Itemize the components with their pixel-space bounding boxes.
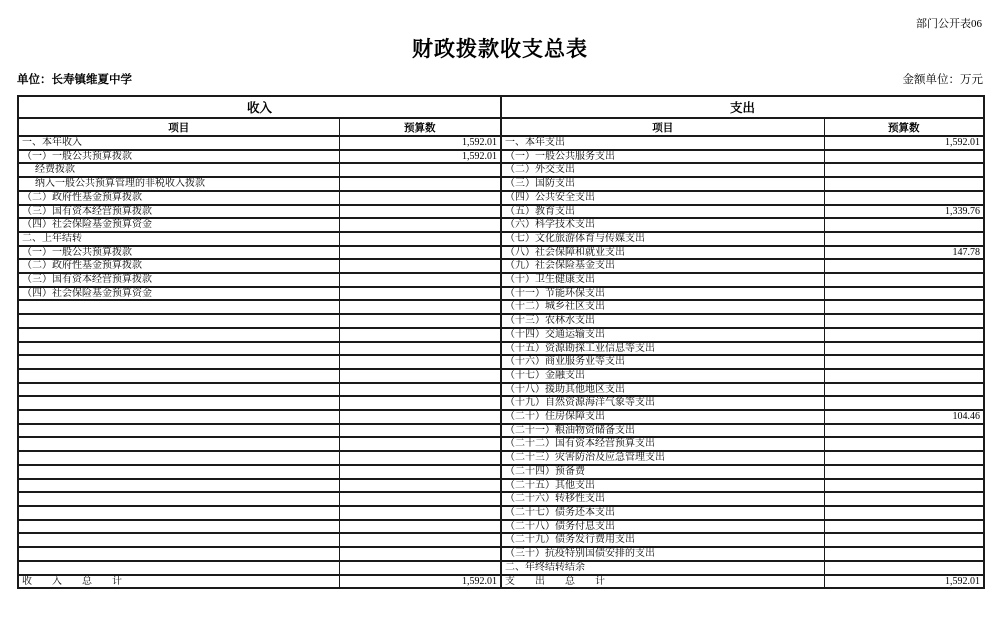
income-item-cell: （二）政府性基金预算拨款 [18,191,339,205]
expense-value-cell [824,150,984,164]
table-row [18,300,984,314]
expense-item-cell: （二十五）其他支出 [501,479,824,493]
expense-value-cell [824,369,984,383]
expense-item-cell: （四）公共安全支出 [501,191,824,205]
expense-value-cell [824,383,984,397]
income-value-cell [339,479,501,493]
table-row [18,424,984,438]
income-value-cell [339,520,501,534]
expense-value-cell [824,561,984,575]
expense-item-cell: （二十）住房保障支出 [501,410,824,424]
income-item-cell: （四）社会保险基金预算资金 [18,287,339,301]
expense-item-cell: （七）文化旅游体育与传媒支出 [501,232,824,246]
expense-value-cell [824,465,984,479]
income-item-cell [18,396,339,410]
income-value-cell [339,232,501,246]
income-value-cell: 1,592.01 [339,136,501,150]
income-item-cell [18,342,339,356]
income-value-cell [339,205,501,219]
expense-item-cell: （二十九）债务发行费用支出 [501,533,824,547]
unit-label: 单位：长寿镇维夏中学 [17,74,132,86]
income-item-cell: 纳入一般公共预算管理的非税收入拨款 [18,177,339,191]
table-row [18,232,984,246]
income-item-cell: （一）一般公共预算拨款 [18,246,339,260]
expense-value-cell [824,355,984,369]
income-item-cell: （三）国有资本经营预算拨款 [18,205,339,219]
income-value-cell [339,273,501,287]
income-item-cell [18,533,339,547]
table-row [18,287,984,301]
table-row [18,547,984,561]
expense-value-cell [824,479,984,493]
income-value-cell [339,314,501,328]
expense-item-header: 项目 [501,118,824,136]
page-title: 财政拨款收支总表 [412,37,588,61]
income-item-cell [18,465,339,479]
expense-value-cell [824,533,984,547]
expense-item-cell: （十三）农林水支出 [501,314,824,328]
expense-item-cell: （十五）资源勘探工业信息等支出 [501,342,824,356]
income-item-cell [18,451,339,465]
income-value-cell [339,259,501,273]
income-value-cell [339,328,501,342]
income-value-cell [339,177,501,191]
expense-item-cell: （十）卫生健康支出 [501,273,824,287]
income-value-cell [339,191,501,205]
expense-value-cell [824,547,984,561]
expense-value-cell: 1,339.76 [824,205,984,219]
income-item-cell: 经费拨款 [18,163,339,177]
income-item-cell [18,314,339,328]
income-item-cell [18,492,339,506]
table-row [18,533,984,547]
expense-value-cell [824,314,984,328]
table-row [18,465,984,479]
income-item-cell [18,561,339,575]
table-row [18,191,984,205]
table-row [18,246,984,260]
income-value-cell [339,355,501,369]
expense-section-header: 支出 [501,96,984,118]
table-row [18,342,984,356]
income-value-cell [339,410,501,424]
expense-value-cell [824,218,984,232]
income-item-cell [18,479,339,493]
table-row [18,396,984,410]
expense-value-cell [824,506,984,520]
expense-value-cell: 104.46 [824,410,984,424]
expense-item-cell: （八）社会保障和就业支出 [501,246,824,260]
income-item-cell: 二、上年结转 [18,232,339,246]
table-row [18,177,984,191]
income-item-cell [18,520,339,534]
expense-item-cell: （十七）金融支出 [501,369,824,383]
amount-unit-label: 金额单位：万元 [902,74,983,86]
income-value-cell [339,218,501,232]
expense-item-cell: （十九）自然资源海洋气象等支出 [501,396,824,410]
income-value-cell [339,533,501,547]
table-row [18,506,984,520]
expense-value-cell [824,177,984,191]
table-row [18,136,984,150]
column-header-row [18,118,984,136]
expense-item-cell: （十八）援助其他地区支出 [501,383,824,397]
expense-item-cell: （二十四）预备费 [501,465,824,479]
income-value-cell [339,369,501,383]
expense-value-cell: 147.78 [824,246,984,260]
expense-value-cell [824,232,984,246]
income-value-cell [339,342,501,356]
expense-value-cell [824,424,984,438]
income-item-cell [18,547,339,561]
income-section-header: 收入 [18,96,501,118]
table-body [18,136,984,575]
expense-value-cell [824,163,984,177]
table-row [18,163,984,177]
income-value-cell [339,506,501,520]
income-value-cell [339,287,501,301]
table-row [18,205,984,219]
expense-item-cell: （三十）抗疫特别国债安排的支出 [501,547,824,561]
table-row [18,355,984,369]
expense-value-cell [824,520,984,534]
income-item-cell: （二）政府性基金预算拨款 [18,259,339,273]
expense-item-cell: （十二）城乡社区支出 [501,300,824,314]
table-row [18,410,984,424]
table-row [18,314,984,328]
expense-item-cell: （十六）商业服务业等支出 [501,355,824,369]
total-row [18,575,984,589]
income-item-cell: 一、本年收入 [18,136,339,150]
expense-item-cell: （十一）节能环保支出 [501,287,824,301]
doc-code: 部门公开表06 [916,18,982,30]
income-item-header: 项目 [18,118,339,136]
income-value-cell [339,396,501,410]
income-item-cell [18,424,339,438]
income-value-cell [339,383,501,397]
income-item-cell [18,383,339,397]
income-total-label: 收 入 总 计 [18,575,339,589]
expense-item-cell: （二十一）粮油物资储备支出 [501,424,824,438]
section-header-row [18,96,984,118]
expense-value-cell [824,328,984,342]
table-row [18,383,984,397]
income-item-cell [18,355,339,369]
expense-item-cell: 一、本年支出 [501,136,824,150]
expense-value-cell [824,300,984,314]
income-value-cell [339,246,501,260]
expense-item-cell: （二）外交支出 [501,163,824,177]
table-footer [18,575,984,589]
table-row [18,328,984,342]
table-row [18,369,984,383]
table-row [18,492,984,506]
expense-item-cell: （一）一般公共服务支出 [501,150,824,164]
income-item-cell [18,300,339,314]
income-item-cell [18,369,339,383]
expense-value-cell [824,342,984,356]
expense-total-label: 支 出 总 计 [501,575,824,589]
expense-value-cell [824,191,984,205]
table-row [18,150,984,164]
expense-item-cell: （九）社会保险基金支出 [501,259,824,273]
table-row [18,451,984,465]
expense-item-cell: 二、年终结转结余 [501,561,824,575]
table-row [18,479,984,493]
expense-item-cell: （二十六）转移性支出 [501,492,824,506]
income-value-cell [339,492,501,506]
expense-item-cell: （三）国防支出 [501,177,824,191]
expense-item-cell: （二十三）灾害防治及应急管理支出 [501,451,824,465]
expense-item-cell: （二十二）国有资本经营预算支出 [501,437,824,451]
expense-value-cell: 1,592.01 [824,136,984,150]
income-value-cell [339,451,501,465]
expense-value-cell [824,492,984,506]
expense-budget-header: 预算数 [824,118,984,136]
expense-value-cell [824,273,984,287]
expense-item-cell: （二十七）债务还本支出 [501,506,824,520]
income-value-cell [339,163,501,177]
table-row [18,259,984,273]
income-total-value: 1,592.01 [339,575,501,589]
income-item-cell: （一）一般公共预算拨款 [18,150,339,164]
expense-value-cell [824,451,984,465]
expense-value-cell [824,287,984,301]
table-row [18,437,984,451]
expense-total-value: 1,592.01 [824,575,984,589]
income-value-cell [339,561,501,575]
table-row [18,561,984,575]
income-item-cell: （三）国有资本经营预算拨款 [18,273,339,287]
income-value-cell [339,547,501,561]
expense-item-cell: （六）科学技术支出 [501,218,824,232]
table-row [18,273,984,287]
budget-table [17,95,985,589]
income-item-cell [18,328,339,342]
meta-row [17,74,983,87]
income-item-cell [18,437,339,451]
income-value-cell [339,424,501,438]
table-row [18,520,984,534]
income-value-cell [339,300,501,314]
income-item-cell [18,506,339,520]
income-value-cell [339,465,501,479]
income-item-cell [18,410,339,424]
expense-item-cell: （五）教育支出 [501,205,824,219]
income-budget-header: 预算数 [339,118,501,136]
income-value-cell: 1,592.01 [339,150,501,164]
income-item-cell: （四）社会保险基金预算资金 [18,218,339,232]
expense-value-cell [824,396,984,410]
expense-item-cell: （二十八）债务付息支出 [501,520,824,534]
expense-item-cell: （十四）交通运输支出 [501,328,824,342]
income-value-cell [339,437,501,451]
table-row [18,218,984,232]
expense-value-cell [824,437,984,451]
expense-value-cell [824,259,984,273]
